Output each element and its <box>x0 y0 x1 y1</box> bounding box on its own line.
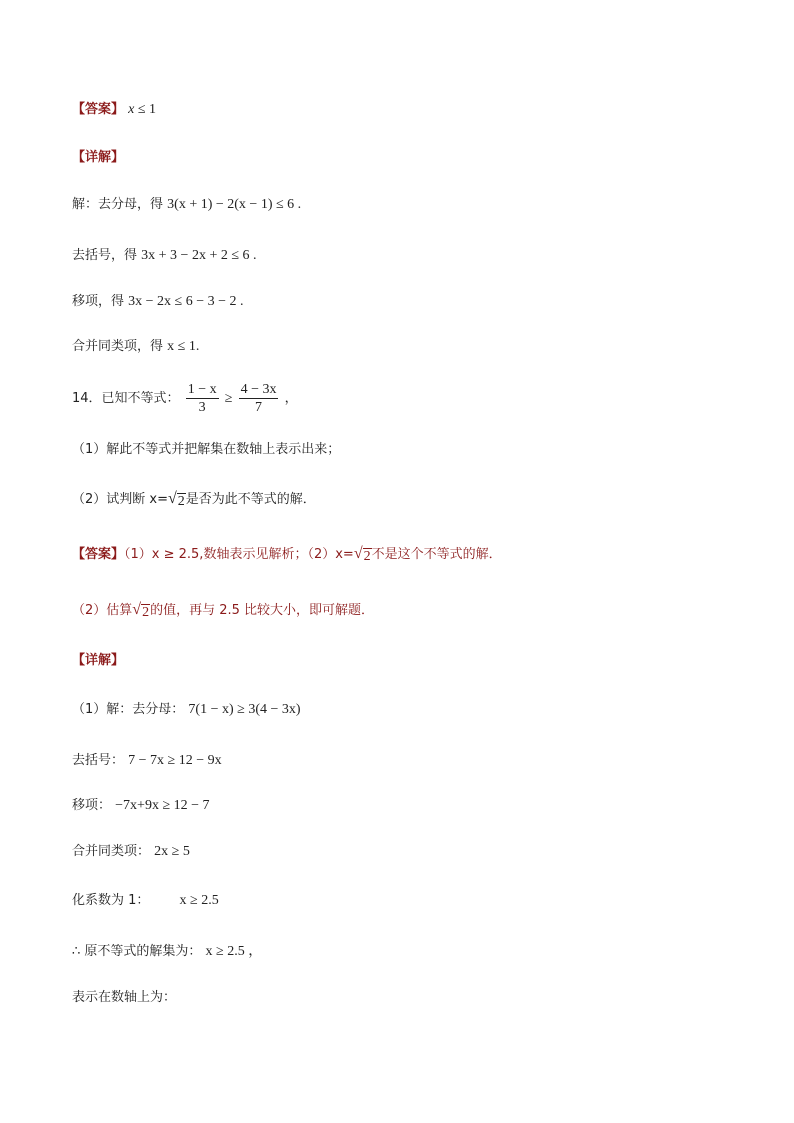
answer-tag: 【答案】 <box>72 547 125 562</box>
answer-text-a: （1）x ≥ 2.5,数轴表示见解析；（2）x= <box>124 547 354 562</box>
sqrt-symbol: √ 2 <box>353 545 371 564</box>
solution-step-3 <box>72 292 244 312</box>
detail-heading-2 <box>72 651 124 671</box>
part-1-text: （1）解此不等式并把解集在数轴上表示出来； <box>72 442 341 457</box>
analysis-text-b: 的值，再与 2.5 比较大小，即可解题． <box>150 603 375 618</box>
step-label: 解：去分母，得 <box>72 197 164 212</box>
solution-step-4 <box>72 337 199 357</box>
answer-tag: 【答案】 <box>72 102 125 117</box>
question-part-1 <box>72 440 340 460</box>
sqrt-symbol: √ 2 <box>132 601 150 620</box>
answer-text-b: 不是这个不等式的解． <box>371 547 502 562</box>
solution2-step-5 <box>72 891 219 911</box>
solution-step-1 <box>72 195 301 215</box>
detail-tag: 【详解】 <box>72 150 125 165</box>
step-expression: x ≥ 2.5 <box>179 893 219 908</box>
solution2-step-3 <box>72 796 210 816</box>
inequality-operator: ≥ <box>224 391 233 406</box>
step-label: 移项： <box>72 798 112 813</box>
step-expression: 3(x + 1) − 2(x − 1) ≤ 6 . <box>167 197 302 212</box>
question-label: 14．已知不等式： <box>72 391 180 406</box>
part-2-text-b: 是否为此不等式的解． <box>185 492 316 507</box>
step-expression: x ≥ 2.5 ， <box>205 944 263 959</box>
solution2-step-1 <box>72 700 301 720</box>
step-expression: 3x + 3 − 2x + 2 ≤ 6 . <box>141 248 257 263</box>
solution2-step-6 <box>72 942 262 962</box>
fraction-left: $\frac{1 - x}{3}$ <box>187 382 217 415</box>
solution2-step-2 <box>72 751 222 771</box>
step-label: 去括号，得 <box>72 248 138 263</box>
step-expression: 7 − 7x ≥ 12 − 9x <box>128 753 222 768</box>
question-14 <box>72 379 298 419</box>
answer-expression: x ≤ 1 <box>128 102 157 117</box>
step-expression: 2x ≥ 5 <box>154 844 190 859</box>
question-part-2 <box>72 489 316 510</box>
step-expression: x ≤ 1. <box>167 339 200 354</box>
solution2-step-4 <box>72 842 190 862</box>
answer-line-2 <box>72 544 502 565</box>
sqrt-symbol: √ 2 <box>168 490 185 509</box>
step-label: 移项，得 <box>72 294 125 309</box>
part-2-text-a: （2）试判断 x= <box>72 492 168 507</box>
step-label: 合并同类项： <box>72 844 151 859</box>
question-tail: ， <box>284 391 298 406</box>
solution2-step-7 <box>72 988 176 1008</box>
step-label: ∴ 原不等式的解集为： <box>72 944 202 959</box>
answer-line-1 <box>72 100 156 120</box>
fraction-right: $\frac{4 - 3x}{7}$ <box>240 382 277 415</box>
step-label: 表示在数轴上为： <box>72 990 177 1005</box>
step-expression: −7x+9x ≥ 12 − 7 <box>115 798 210 813</box>
step-expression: 3x − 2x ≤ 6 − 3 − 2 . <box>128 294 244 309</box>
analysis-line <box>72 600 374 621</box>
solution-step-2 <box>72 246 257 266</box>
detail-heading-1 <box>72 148 124 168</box>
step-label: 去括号： <box>72 753 125 768</box>
step-label: （1）解：去分母： <box>72 702 185 717</box>
step-label: 化系数为 1： <box>72 893 150 908</box>
analysis-text-a: （2）估算 <box>72 603 133 618</box>
step-expression: 7(1 − x) ≥ 3(4 − 3x) <box>188 702 301 717</box>
step-label: 合并同类项，得 <box>72 339 164 354</box>
detail-tag: 【详解】 <box>72 653 125 668</box>
